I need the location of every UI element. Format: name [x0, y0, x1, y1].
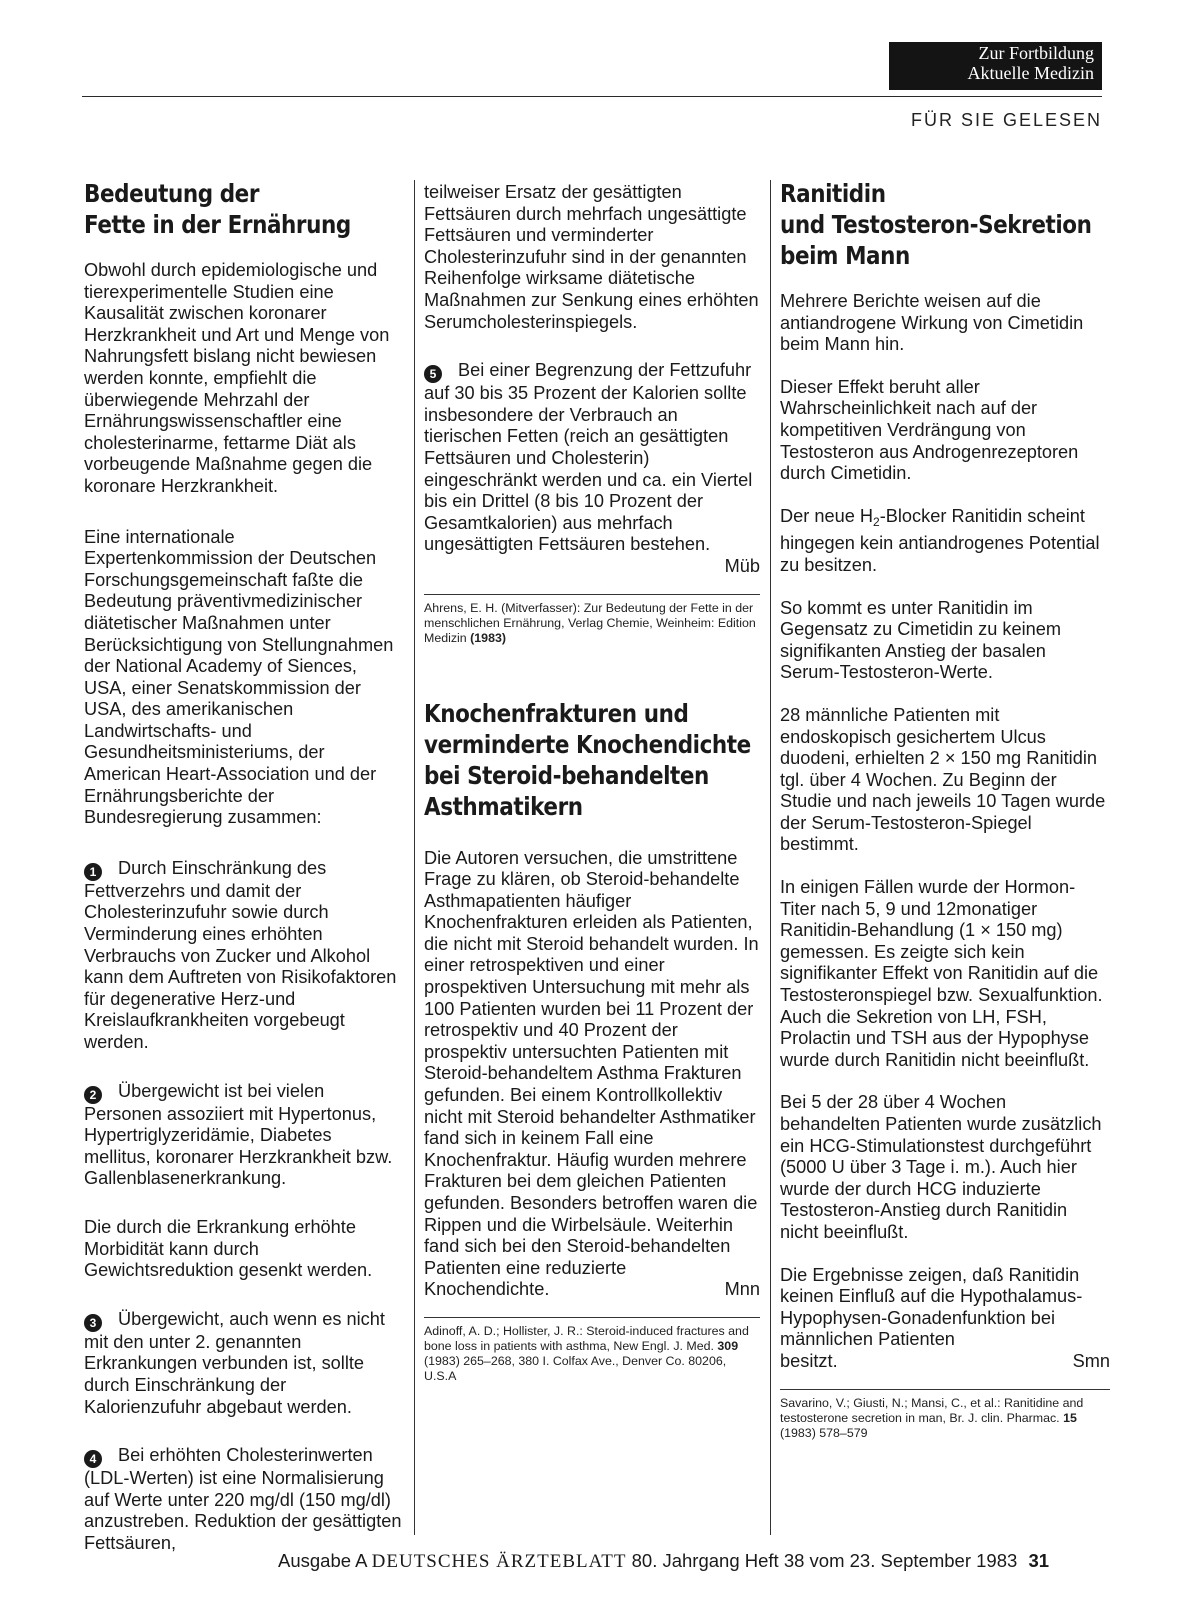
footer-journal: DEUTSCHES ÄRZTEBLATT	[371, 1551, 627, 1572]
paragraph: Obwohl durch epidemiologische und tierexperimentelle Studien eine Kausalität zwischen koronarer Herzkrankheit und Art und Menge von Nahrungsfett bislang nicht bewiesen werden konnte, empfiehlt die überwiegende Mehrzahl der Ernährungswissenschaftler eine cholesterinarme, fettarme Diät als vorbeugende Maßnahme gegen die koronare Herzkrankheit.	[84, 260, 390, 496]
number-badge: 3	[84, 1314, 102, 1332]
paragraph-end-line	[424, 1279, 760, 1301]
subscript: 2	[873, 514, 880, 529]
paragraph-end-line	[780, 1351, 1110, 1373]
number-badge: 5	[424, 365, 442, 383]
reference-text: Adinoff, A. D.; Hollister, J. R.: Steroid-induced fractures and bone loss in patients with asthma, New Engl. J. Med.	[424, 1323, 749, 1353]
paragraph-text: Die Autoren versuchen, die umstrittene Frage zu klären, ob Steroid-behandelte Asthmapatienten häufiger Knochenfrakturen erleiden als Patienten, die nicht mit Steroid behandelt wurden. In einer retrospektiven und einer prospektiven Untersuchung mit mehr als 100 Patienten wurden bei 11 Prozent der retrospektiv und 40 Prozent der prospektiv untersuchten Patienten mit Steroid-behandeltem Asthma Frakturen gefunden. Bei einem Kontrollkollektiv nicht mit Steroid behandelter Asthmatiker fand sich in keinem Fall eine Knochenfraktur. Häufig wurden mehrere Frakturen bei dem gleichen Patienten gefunden. Besonders betroffen waren die Rippen und die Wirbelsäule. Weiterhin fand sich bei den Steroid-behandelten Patienten eine reduzierte	[424, 847, 759, 1278]
paragraph: Mehrere Berichte weisen auf die antiandrogene Wirkung von Cimetidin beim Mann hin.	[780, 291, 1084, 355]
paragraph: teilweiser Ersatz der gesättigten Fettsäuren durch mehrfach ungesättigte Fettsäuren und verminderter Cholesterinzufuhr sind in der genannten Reihenfolge wirksame diätetische Maßnahmen zur Senkung eines erhöhten Serumcholesterinspiegels.	[424, 182, 759, 332]
article-3-title	[780, 178, 1109, 271]
article-2-title	[424, 698, 759, 822]
page-footer	[278, 1550, 1049, 1573]
number-badge: 4	[84, 1450, 102, 1468]
title-line: Knochenfrakturen und	[424, 698, 689, 728]
paragraph-end: Knochendichte.	[424, 1279, 550, 1300]
paragraph: Bei 5 der 28 über 4 Wochen behandelten Patienten wurde zusätzlich ein HCG-Stimulationstest durchgeführt (5000 U über 3 Tage i. m.). Auch hier wurde der durch HCG induzierte Testosteron-Anstieg durch Ranitidin nicht beeinflußt.	[780, 1092, 1102, 1242]
numbered-paragraph	[84, 1309, 402, 1418]
numbered-paragraph	[84, 1445, 402, 1554]
paragraph: Die durch die Erkrankung erhöhte Morbidität kann durch Gewichtsreduktion gesenkt werden.	[84, 1216, 373, 1281]
author-signature: Mnn	[724, 1279, 760, 1300]
paragraph-text: -Blocker Ranitidin scheint hingegen kein antiandrogenes Potential zu besitzen.	[780, 505, 1100, 575]
reference-rest: (1983) 265–268, 380 I. Colfax Ave., Denver Co. 80206, U.S.A	[424, 1353, 727, 1383]
number-badge: 2	[84, 1086, 102, 1104]
paragraph-text: Übergewicht, auch wenn es nicht mit den unter 2. genannten Erkrankungen verbunden ist, sollte durch Einschränkung der Kalorienzufuhr abgebaut werden.	[84, 1308, 385, 1417]
title-line: verminderte Knochendichte	[424, 729, 751, 759]
reference	[424, 1317, 760, 1384]
section-banner	[889, 42, 1102, 90]
reference-year: (1983)	[470, 630, 506, 645]
reference	[424, 594, 760, 646]
title-line: Asthmatikern	[424, 791, 583, 821]
column-3	[780, 178, 1110, 1441]
paragraph-text: Übergewicht ist bei vielen Personen assoziiert mit Hypertonus, Hypertriglyzeridämie, Diabetes mellitus, koronarer Herzkrankheit bzw. Gallenblasenerkrankung.	[84, 1080, 393, 1189]
banner-line-2: Aktuelle Medizin	[967, 63, 1094, 83]
title-line: bei Steroid-behandelten	[424, 760, 709, 790]
column-divider-2	[770, 180, 771, 1535]
paragraph-text: Bei einer Begrenzung der Fettzufuhr auf 30 bis 35 Prozent der Kalorien sollte insbesondere der Verbrauch an tierischen Fetten (reich an gesättigten Fettsäuren und Cholesterin) eingeschränkt werden und ca. ein Viertel bis ein Drittel (8 bis 10 Prozent der Gesamtkalorien) aus mehrfach ungesättigten Fettsäuren bestehen.	[424, 360, 753, 555]
paragraph: Dieser Effekt beruht aller Wahrscheinlichkeit nach auf der kompetitiven Verdrängung von Testosteron aus Androgenrezeptoren durch Cimetidin.	[780, 376, 1079, 484]
author-signature: Smn	[1072, 1350, 1110, 1371]
paragraph: Die Ergebnisse zeigen, daß Ranitidin keinen Einfluß auf die Hypothalamus-Hypophysen-Gonadenfunktion bei männlichen Patienten	[780, 1264, 1083, 1350]
paragraph: So kommt es unter Ranitidin im Gegensatz zu Cimetidin zu keinem signifikanten Anstieg der basalen Serum-Testosteron-Werte.	[780, 597, 1062, 683]
number-badge: 1	[84, 863, 102, 881]
title-line: Bedeutung der	[84, 179, 260, 208]
reference	[780, 1389, 1110, 1441]
reference-rest: (1983) 578–579	[780, 1425, 868, 1440]
paragraph-text: Der neue H	[780, 505, 874, 526]
reference-volume: 15	[1063, 1410, 1077, 1425]
paragraph-text: Durch Einschränkung des Fettverzehrs und damit der Cholesterinzufuhr sowie durch Verminderung eines erhöhten Verbrauchs von Zucker und Alkohol kann dem Auftreten von Risikofaktoren für degenerative Herz-und Kreislaufkrankheiten vorgebeugt werden.	[84, 857, 397, 1052]
numbered-paragraph	[84, 1081, 402, 1190]
author-signature: Müb	[724, 555, 760, 576]
paragraph-end: besitzt.	[780, 1350, 838, 1371]
paragraph: 28 männliche Patienten mit endoskopisch gesichertem Ulcus duodeni, erhielten 2 × 150 mg Ranitidin tgl. über 4 Wochen. Zu Beginn der Studie und nach jeweils 10 Tagen wurde der Serum-Testosteron-Spiegel bestimmt.	[780, 704, 1106, 855]
reference-text: Savarino, V.; Giusti, N.; Mansi, C., et al.: Ranitidine and testosterone secretion in man, Br. J. clin. Pharmac.	[780, 1395, 1084, 1425]
title-line: Ranitidin	[780, 179, 886, 208]
column-2	[424, 182, 760, 1384]
footer-edition: Ausgabe A	[278, 1550, 367, 1571]
paragraph	[780, 506, 1110, 577]
title-line: beim Mann	[780, 241, 910, 270]
article-1-title	[84, 178, 401, 240]
reference-text: Ahrens, E. H. (Mitverfasser): Zur Bedeutung der Fette in der menschlichen Ernährung, Verlag Chemie, Weinheim: Edition Medizin	[424, 600, 756, 645]
banner-line-1: Zur Fortbildung	[978, 43, 1094, 63]
reference-volume: 309	[717, 1338, 739, 1353]
paragraph-text: Bei erhöhten Cholesterinwerten (LDL-Werten) ist eine Normalisierung auf Werte unter 220 mg/dl (150 mg/dl) anzustreben. Reduktion der gesättigten Fettsäuren,	[84, 1445, 402, 1553]
section-label: FÜR SIE GELESEN	[910, 110, 1102, 130]
page-number: 31	[1028, 1550, 1050, 1571]
column-1	[84, 178, 402, 1576]
footer-issue: 80. Jahrgang Heft 38 vom 23. September 1983	[631, 1550, 1018, 1571]
column-divider-1	[414, 180, 415, 1535]
top-rule	[82, 96, 1102, 97]
title-line: Fette in der Ernährung	[84, 210, 351, 239]
title-line: und Testosteron-Sekretion	[780, 210, 1092, 239]
paragraph: In einigen Fällen wurde der Hormon-Titer nach 5, 9 und 12monatiger Ranitidin-Behandlung (1 × 150 mg) gemessen. Es zeigte sich kein signifikanter Effekt von Ranitidin auf die Testosteronspiegel bzw. Sexualfunktion. Auch die Sekretion von LH, FSH, Prolactin und TSH aus der Hypophyse wurde durch Ranitidin nicht beeinflußt.	[780, 877, 1103, 1070]
numbered-paragraph	[424, 360, 760, 556]
paragraph	[424, 848, 760, 1280]
paragraph: Eine internationale Expertenkommission der Deutschen Forschungsgemeinschaft faßte die Bedeutung präventivmedizinischer diätetischer Maßnahmen unter Berücksichtigung von Stellungnahmen der National Academy of Siences, USA, einer Senatskommission der USA, des amerikanischen Landwirtschafts- und Gesundheitsministeriums, der American Heart-Association und der Ernährungsberichte der Bundesregierung zusammen:	[84, 526, 394, 828]
numbered-paragraph	[84, 858, 402, 1054]
